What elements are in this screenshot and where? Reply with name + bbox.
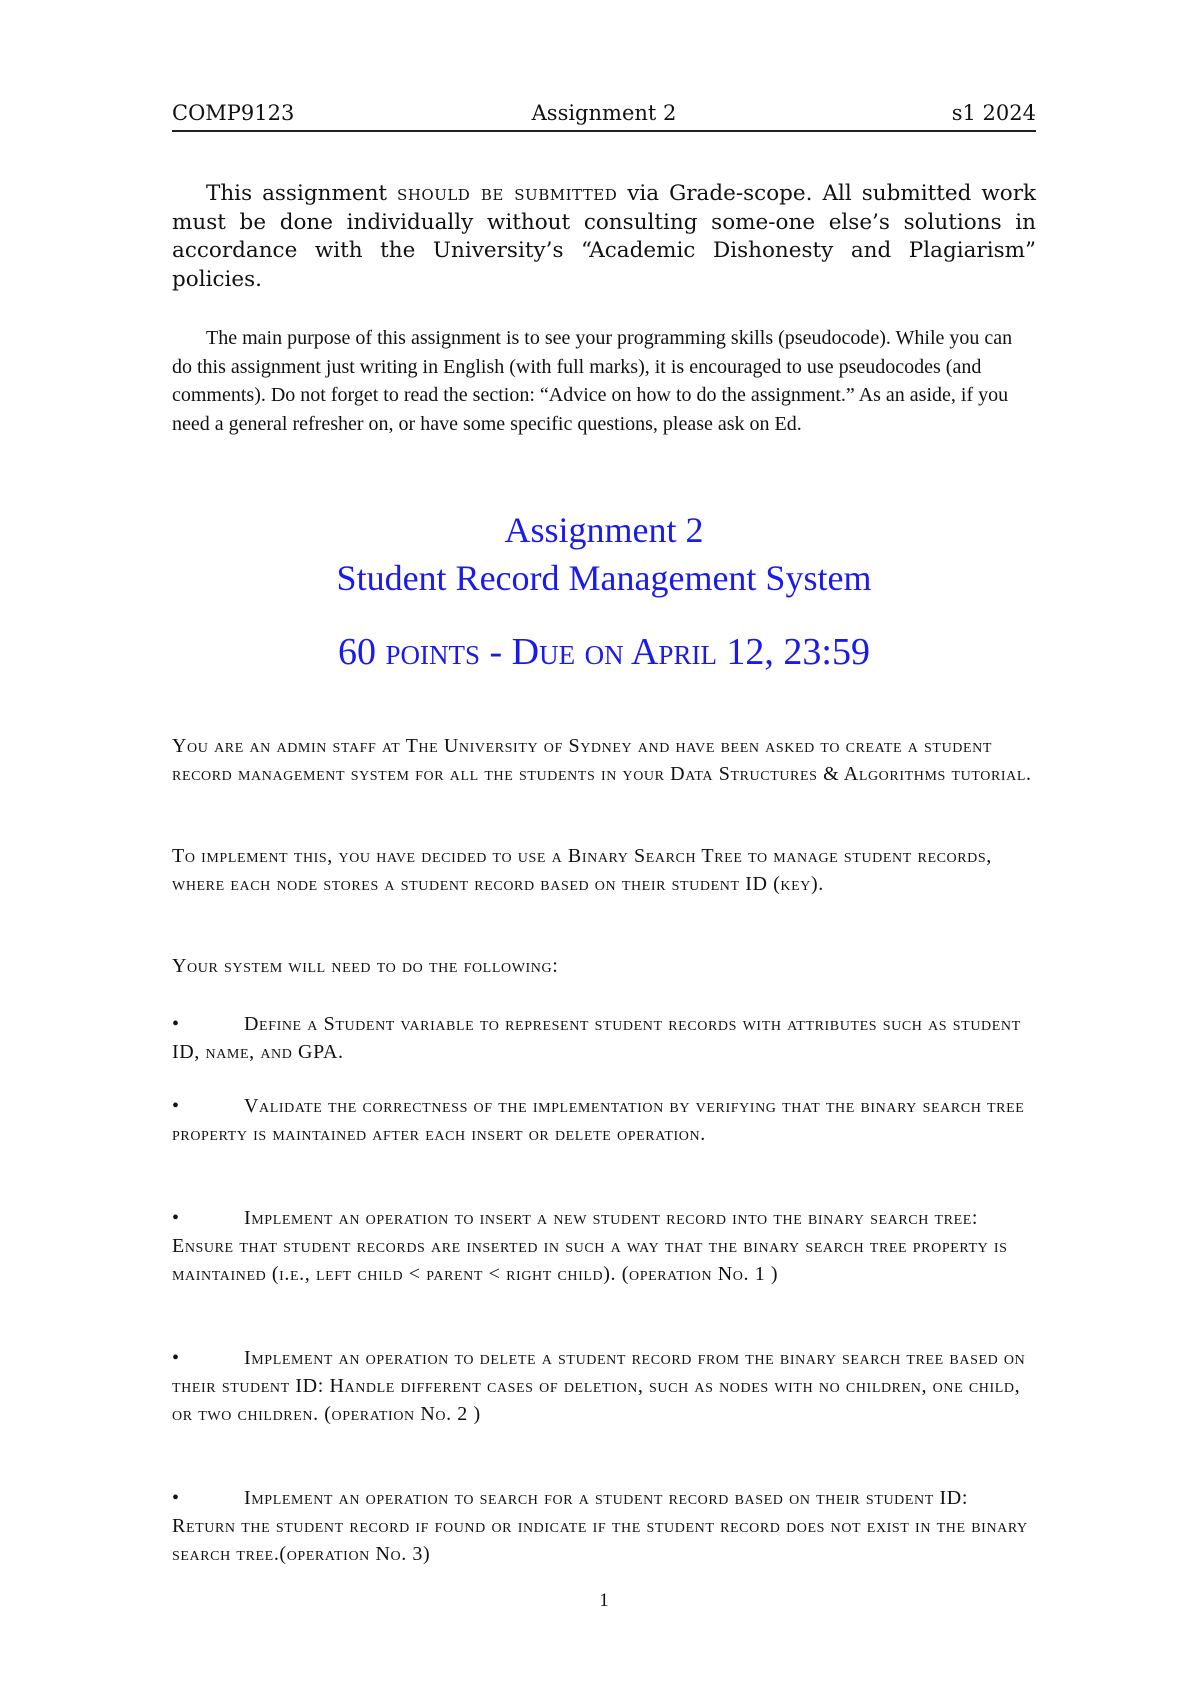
bullet-text: Implement an operation to insert a new student record into the binary search tree: Ensure that student records are inserted in such a way that the binary search tree property is maintained (i.e., left child < parent < right child). (operation No. 1 ) bbox=[172, 1207, 1008, 1285]
bullet-icon: • bbox=[172, 1487, 180, 1509]
body-paragraph-1: You are an admin staff at The University of Sydney and have been asked to create a student record management system for all the students in your Data Structures & Algorithms tutorial. bbox=[172, 735, 1032, 785]
bullet-item-2 bbox=[172, 1092, 1036, 1148]
title-line-1: Assignment 2 bbox=[504, 510, 704, 550]
intro-paragraph bbox=[172, 180, 1036, 294]
page-number: 1 bbox=[599, 1590, 609, 1611]
course-code: COMP9123 bbox=[172, 101, 295, 125]
bullet-icon: • bbox=[172, 1347, 180, 1369]
body-paragraph-3: Your system will need to do the following: bbox=[172, 955, 559, 977]
bullet-text: Implement an operation to delete a student record from the binary search tree based on their student ID: Handle different cases of deletion, such as nodes with no children, one child, or two children. (operation No. 2 ) bbox=[172, 1347, 1026, 1425]
bullet-icon: • bbox=[172, 1095, 180, 1117]
bullet-text: Implement an operation to search for a student record based on their student ID: Return the student record if found or indicate if the student record does not exist in the binary search tree.(operation No. 3) bbox=[172, 1487, 1028, 1565]
bullet-item-3 bbox=[172, 1204, 1036, 1288]
term: s1 2024 bbox=[951, 101, 1036, 125]
intro-should-be: should be bbox=[397, 181, 504, 206]
due-date-line: 60 points - Due on April 12, 23:59 bbox=[337, 631, 870, 673]
intro-submitted: submitted bbox=[503, 181, 618, 206]
title-line-2: Student Record Management System bbox=[336, 558, 872, 598]
bullet-icon: • bbox=[172, 1207, 180, 1229]
bullet-item-1 bbox=[172, 1010, 1036, 1066]
intro-text-3: via Grade-scope. All submitted work must be done individually without consulting some-one else’s solutions in accordance with the University’s “Academic Dishonesty and Plagiarism” policies. bbox=[172, 181, 1037, 292]
purpose-paragraph bbox=[172, 324, 1036, 438]
header-title: Assignment 2 bbox=[531, 101, 677, 125]
assignment-title bbox=[172, 506, 1036, 676]
body-paragraph-2: To implement this, you have decided to use a Binary Search Tree to manage student records, where each node stores a student record based on their student ID (key). bbox=[172, 845, 992, 895]
bullet-text: Define a Student variable to represent student records with attributes such as student ID, name, and GPA. bbox=[172, 1013, 1021, 1063]
page-header bbox=[172, 96, 1036, 132]
bullet-icon: • bbox=[172, 1013, 180, 1035]
intro-text-1: This assignment bbox=[206, 181, 398, 206]
bullet-item-4 bbox=[172, 1344, 1036, 1428]
bullet-text: Validate the correctness of the implementation by verifying that the binary search tree property is maintained after each insert or delete operation. bbox=[172, 1095, 1025, 1145]
purpose-text: The main purpose of this assignment is to see your programming skills (pseudocode). While you can do this assignment just writing in English (with full marks), it is encouraged to use pseudocodes (and comments). Do not forget to read the section: “Advice on how to do the assignment.” As an aside, if you need a general refresher on, or have some specific questions, please ask on Ed. bbox=[172, 327, 1013, 435]
bullet-item-5 bbox=[172, 1484, 1036, 1568]
